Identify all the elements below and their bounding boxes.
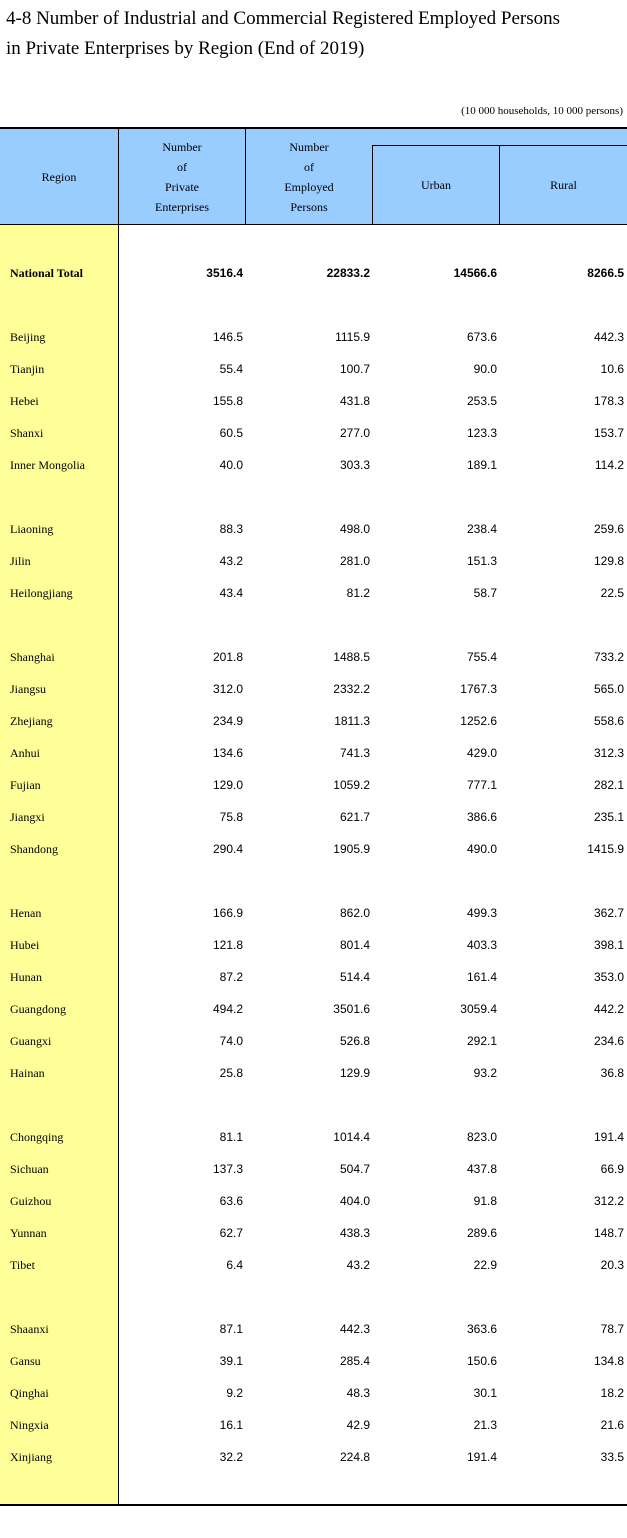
region-name: Guangdong	[10, 1002, 66, 1016]
rural-value: 66.9	[600, 1162, 624, 1176]
private-enterprises-value: 32.2	[219, 1450, 243, 1464]
region-column-divider	[118, 225, 119, 1504]
urban-value: 21.3	[473, 1418, 497, 1432]
employed-persons-value: 1488.5	[333, 650, 370, 664]
private-enterprises-value: 3516.4	[206, 266, 243, 280]
urban-value: 93.2	[473, 1066, 497, 1080]
rural-value: 398.1	[593, 938, 624, 952]
table-row	[0, 839, 627, 859]
employed-persons-value: 741.3	[339, 746, 370, 760]
region-name: Hubei	[10, 938, 40, 952]
table-title	[6, 4, 621, 64]
rural-value: 362.7	[593, 906, 624, 920]
table-row	[0, 1063, 627, 1083]
unit-note: (10 000 households, 10 000 persons)	[461, 105, 623, 117]
header-region: Region	[41, 170, 77, 184]
rural-value: 20.3	[600, 1258, 624, 1272]
private-enterprises-value: 9.2	[226, 1386, 243, 1400]
employed-persons-value: 526.8	[339, 1034, 370, 1048]
private-enterprises-value: 75.8	[219, 810, 243, 824]
table-row	[0, 903, 627, 923]
employed-persons-value: 438.3	[339, 1226, 370, 1240]
employed-persons-value: 801.4	[339, 938, 370, 952]
header-col2-line: Number	[289, 140, 329, 154]
rural-value: 234.6	[593, 1034, 624, 1048]
private-enterprises-value: 87.2	[219, 970, 243, 984]
private-enterprises-value: 129.0	[212, 778, 243, 792]
table-row	[0, 1255, 627, 1275]
region-name: Jiangxi	[10, 810, 45, 824]
private-enterprises-value: 81.1	[219, 1130, 243, 1144]
private-enterprises-value: 43.4	[219, 586, 243, 600]
rural-value: 8266.5	[587, 266, 624, 280]
employed-persons-value: 431.8	[339, 394, 370, 408]
private-enterprises-value: 88.3	[219, 522, 243, 536]
rural-value: 153.7	[593, 426, 624, 440]
region-name: Yunnan	[10, 1226, 47, 1240]
table-row	[0, 1351, 627, 1371]
employed-persons-value: 2332.2	[333, 682, 370, 696]
rural-value: 191.4	[593, 1130, 624, 1144]
rural-value: 78.7	[600, 1322, 624, 1336]
rural-value: 259.6	[593, 522, 624, 536]
private-enterprises-value: 137.3	[212, 1162, 243, 1176]
urban-value: 30.1	[473, 1386, 497, 1400]
region-name: Hebei	[10, 394, 39, 408]
table-row	[0, 1031, 627, 1051]
header-subdivider	[373, 145, 627, 146]
urban-value: 1767.3	[460, 682, 497, 696]
urban-value: 161.4	[466, 970, 497, 984]
rural-value: 282.1	[593, 778, 624, 792]
employed-persons-value: 42.9	[346, 1418, 370, 1432]
header-divider	[499, 145, 500, 225]
private-enterprises-value: 16.1	[219, 1418, 243, 1432]
rural-value: 178.3	[593, 394, 624, 408]
employed-persons-value: 1115.9	[335, 330, 370, 344]
region-name: National Total	[10, 266, 84, 280]
region-name: Hainan	[10, 1066, 45, 1080]
table-row	[0, 1383, 627, 1403]
urban-value: 777.1	[466, 778, 497, 792]
private-enterprises-value: 40.0	[219, 458, 243, 472]
rural-value: 312.3	[593, 746, 624, 760]
urban-value: 123.3	[466, 426, 497, 440]
urban-value: 253.5	[466, 394, 497, 408]
employed-persons-value: 1014.4	[333, 1130, 370, 1144]
header-employed-persons	[246, 129, 372, 225]
private-enterprises-value: 60.5	[219, 426, 243, 440]
private-enterprises-value: 312.0	[212, 682, 243, 696]
employed-persons-value: 404.0	[339, 1194, 370, 1208]
urban-value: 437.8	[466, 1162, 497, 1176]
urban-value: 22.9	[473, 1258, 497, 1272]
header-divider	[118, 129, 119, 225]
header-col2-line: Persons	[290, 200, 328, 214]
urban-value: 58.7	[473, 586, 497, 600]
table-row	[0, 711, 627, 731]
rural-value: 22.5	[600, 586, 624, 600]
urban-value: 755.4	[466, 650, 497, 664]
region-name: Shaanxi	[10, 1322, 49, 1336]
region-name: Liaoning	[10, 522, 54, 536]
header-col1-line: Private	[165, 180, 199, 194]
rural-value: 733.2	[593, 650, 624, 664]
urban-value: 189.1	[466, 458, 497, 472]
region-name: Anhui	[10, 746, 40, 760]
header-divider	[372, 145, 373, 225]
employed-persons-value: 43.2	[346, 1258, 370, 1272]
rural-value: 18.2	[600, 1386, 624, 1400]
employed-persons-value: 129.9	[339, 1066, 370, 1080]
private-enterprises-value: 121.8	[212, 938, 243, 952]
rural-value: 134.8	[593, 1354, 624, 1368]
table-row	[0, 1447, 627, 1467]
title-line-1: 4-8 Number of Industrial and Commercial Registered Employed Persons	[6, 8, 561, 29]
private-enterprises-value: 74.0	[219, 1034, 243, 1048]
private-enterprises-value: 290.4	[212, 842, 243, 856]
table-row	[0, 1415, 627, 1435]
rural-value: 148.7	[593, 1226, 624, 1240]
region-column-bg	[0, 225, 118, 1504]
employed-persons-value: 48.3	[346, 1386, 370, 1400]
header-private-enterprises	[119, 129, 245, 225]
table-row	[0, 391, 627, 411]
region-name: Guizhou	[10, 1194, 52, 1208]
rural-value: 33.5	[600, 1450, 624, 1464]
table-row	[0, 647, 627, 667]
urban-value: 490.0	[466, 842, 497, 856]
rural-value: 235.1	[593, 810, 624, 824]
national-total-row	[0, 263, 627, 283]
region-name: Fujian	[10, 778, 41, 792]
employed-persons-value: 277.0	[339, 426, 370, 440]
urban-value: 91.8	[473, 1194, 497, 1208]
private-enterprises-value: 25.8	[219, 1066, 243, 1080]
employed-persons-value: 224.8	[339, 1450, 370, 1464]
header-col2-line: Employed	[284, 180, 334, 194]
urban-value: 150.6	[466, 1354, 497, 1368]
urban-value: 289.6	[466, 1226, 497, 1240]
rural-value: 36.8	[600, 1066, 624, 1080]
table-bottom-rule	[0, 1504, 627, 1506]
table-row	[0, 359, 627, 379]
table-row	[0, 1191, 627, 1211]
table-header	[0, 127, 627, 225]
rural-value: 1415.9	[587, 842, 624, 856]
employed-persons-value: 81.2	[346, 586, 370, 600]
employed-persons-value: 1811.3	[334, 714, 370, 728]
header-urban: Urban	[421, 178, 451, 192]
table-row	[0, 327, 627, 347]
rural-value: 312.2	[593, 1194, 624, 1208]
employed-persons-value: 498.0	[339, 522, 370, 536]
private-enterprises-value: 55.4	[219, 362, 243, 376]
region-name: Shandong	[10, 842, 58, 856]
private-enterprises-value: 6.4	[226, 1258, 243, 1272]
private-enterprises-value: 39.1	[219, 1354, 243, 1368]
region-name: Tibet	[10, 1258, 35, 1272]
employed-persons-value: 3501.6	[333, 1002, 370, 1016]
urban-value: 14566.6	[453, 266, 497, 280]
employed-persons-value: 285.4	[339, 1354, 370, 1368]
private-enterprises-value: 87.1	[219, 1322, 243, 1336]
urban-value: 1252.6	[460, 714, 497, 728]
header-divider	[245, 129, 246, 225]
region-name: Xinjiang	[10, 1450, 52, 1464]
data-table	[0, 127, 627, 1506]
region-name: Beijing	[10, 330, 46, 344]
urban-value: 673.6	[466, 330, 497, 344]
urban-value: 823.0	[466, 1130, 497, 1144]
private-enterprises-value: 146.5	[212, 330, 243, 344]
rural-value: 353.0	[593, 970, 624, 984]
employed-persons-value: 281.0	[339, 554, 370, 568]
table-row	[0, 583, 627, 603]
region-name: Inner Mongolia	[10, 458, 85, 472]
employed-persons-value: 1059.2	[333, 778, 370, 792]
rural-value: 10.6	[600, 362, 624, 376]
table-row	[0, 1319, 627, 1339]
urban-value: 151.3	[466, 554, 497, 568]
urban-value: 292.1	[466, 1034, 497, 1048]
region-name: Shanxi	[10, 426, 44, 440]
table-row	[0, 967, 627, 987]
table-row	[0, 1127, 627, 1147]
region-name: Gansu	[10, 1354, 41, 1368]
private-enterprises-value: 166.9	[212, 906, 243, 920]
table-row	[0, 519, 627, 539]
urban-value: 90.0	[473, 362, 497, 376]
region-name: Zhejiang	[10, 714, 53, 728]
employed-persons-value: 862.0	[339, 906, 370, 920]
region-name: Qinghai	[10, 1386, 49, 1400]
employed-persons-value: 504.7	[339, 1162, 370, 1176]
table-row	[0, 455, 627, 475]
table-row	[0, 775, 627, 795]
header-col1-line: of	[177, 160, 187, 174]
region-name: Henan	[10, 906, 42, 920]
region-name: Tianjin	[10, 362, 45, 376]
header-col1-line: Number	[162, 140, 202, 154]
employed-persons-value: 442.3	[339, 1322, 370, 1336]
rural-value: 129.8	[593, 554, 624, 568]
table-row	[0, 551, 627, 571]
region-name: Jilin	[10, 554, 31, 568]
employed-persons-value: 621.7	[339, 810, 370, 824]
urban-value: 386.6	[466, 810, 497, 824]
table-row	[0, 807, 627, 827]
urban-value: 403.3	[466, 938, 497, 952]
private-enterprises-value: 234.9	[212, 714, 243, 728]
region-name: Chongqing	[10, 1130, 64, 1144]
region-name: Hunan	[10, 970, 42, 984]
urban-value: 363.6	[466, 1322, 497, 1336]
header-col2-line: of	[304, 160, 314, 174]
table-row	[0, 743, 627, 763]
table-row	[0, 1159, 627, 1179]
table-row	[0, 1223, 627, 1243]
employed-persons-value: 303.3	[339, 458, 370, 472]
private-enterprises-value: 201.8	[212, 650, 243, 664]
table-row	[0, 423, 627, 443]
employed-persons-value: 514.4	[339, 970, 370, 984]
urban-value: 429.0	[466, 746, 497, 760]
private-enterprises-value: 155.8	[212, 394, 243, 408]
rural-value: 558.6	[593, 714, 624, 728]
employed-persons-value: 22833.2	[326, 266, 370, 280]
header-col1-line: Enterprises	[155, 200, 209, 214]
urban-value: 191.4	[466, 1450, 497, 1464]
private-enterprises-value: 63.6	[219, 1194, 243, 1208]
region-name: Guangxi	[10, 1034, 52, 1048]
private-enterprises-value: 134.6	[212, 746, 243, 760]
urban-value: 499.3	[466, 906, 497, 920]
employed-persons-value: 1905.9	[333, 842, 370, 856]
title-line-2: in Private Enterprises by Region (End of 2019)	[6, 38, 365, 59]
urban-value: 3059.4	[460, 1002, 497, 1016]
rural-value: 21.6	[600, 1418, 624, 1432]
region-name: Heilongjiang	[10, 586, 73, 600]
rural-value: 565.0	[593, 682, 624, 696]
header-rural: Rural	[550, 178, 577, 192]
table-row	[0, 935, 627, 955]
region-name: Sichuan	[10, 1162, 49, 1176]
private-enterprises-value: 494.2	[212, 1002, 243, 1016]
region-name: Ningxia	[10, 1418, 49, 1432]
rural-value: 442.2	[593, 1002, 624, 1016]
region-name: Shanghai	[10, 650, 55, 664]
rural-value: 114.2	[594, 458, 624, 472]
employed-persons-value: 100.7	[339, 362, 370, 376]
private-enterprises-value: 43.2	[219, 554, 243, 568]
region-name: Jiangsu	[10, 682, 46, 696]
private-enterprises-value: 62.7	[219, 1226, 243, 1240]
table-row	[0, 999, 627, 1019]
urban-value: 238.4	[466, 522, 497, 536]
rural-value: 442.3	[593, 330, 624, 344]
table-row	[0, 679, 627, 699]
